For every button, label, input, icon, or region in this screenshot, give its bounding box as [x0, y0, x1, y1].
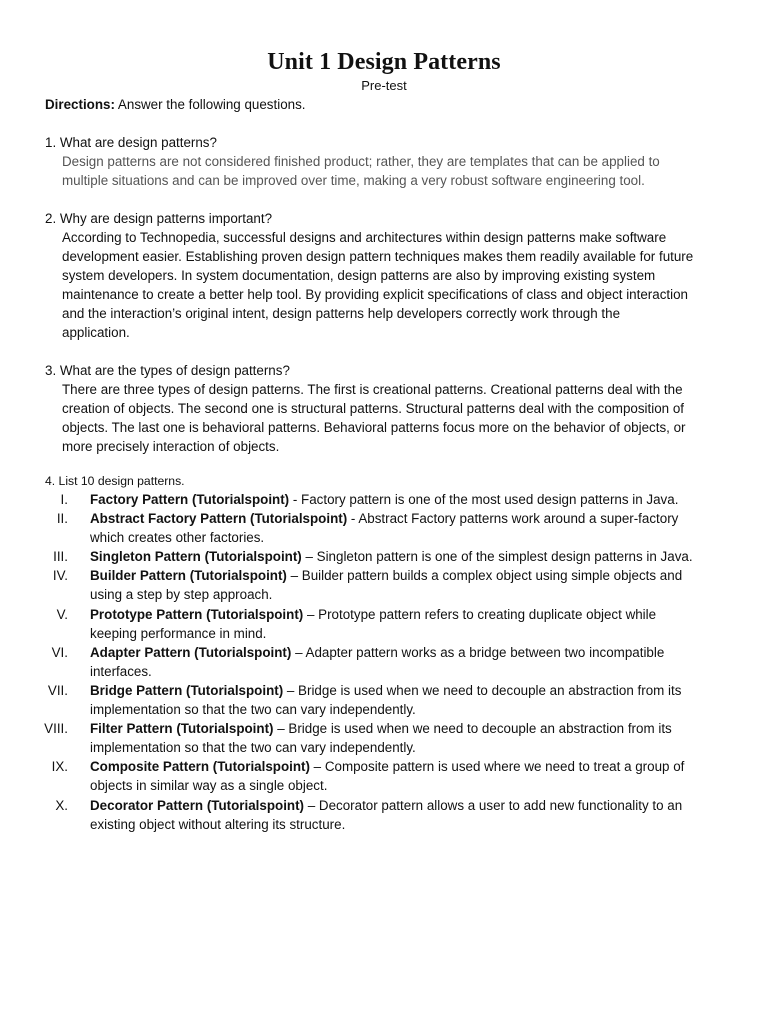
question-3: 3. What are the types of design patterns? [45, 363, 290, 378]
pattern-description: – Bridge is used when we need to decouple an abstraction from its [283, 682, 682, 698]
pattern-description: – Prototype pattern refers to creating duplicate object while [303, 606, 657, 622]
roman-numeral: V. [56, 606, 68, 622]
pattern-description: - Factory pattern is one of the most used design patterns in Java. [289, 492, 679, 507]
list-item-filter [0, 719, 768, 757]
directions [45, 95, 735, 114]
answer-3-line: objects. The last one is behavioral patterns. Behavioral patterns focus more on the behavior of objects, or [62, 420, 686, 436]
question-4: 4. List 10 design patterns. [45, 474, 185, 488]
pattern-description-continued: objects in similar way as a single object. [90, 778, 328, 794]
question-2: 2. Why are design patterns important? [45, 211, 273, 226]
pattern-description-continued: which creates other factories. [90, 530, 265, 546]
roman-numeral: III. [53, 549, 68, 565]
answer-3-line: more precisely interaction of objects. [62, 439, 280, 455]
list-item-adapter [0, 643, 768, 681]
list-item-singleton [0, 547, 768, 566]
list-item-builder [0, 566, 768, 604]
answer-2-line: and the interaction’s original intent, design patterns help developers correctly work through the [62, 306, 621, 322]
pattern-description-continued: using a step by step approach. [90, 587, 273, 603]
answer-3-line: creation of objects. The second one is structural patterns. Structural patterns deal with the composition of [62, 401, 685, 417]
answer-2 [62, 228, 732, 343]
list-item-bridge [0, 681, 768, 719]
list-item-abstract-factory [0, 509, 768, 547]
answer-1 [62, 152, 732, 190]
pattern-name: Adapter Pattern (Tutorialspoint) [90, 644, 292, 660]
roman-numeral: VII. [47, 682, 68, 698]
roman-numeral: I. [60, 492, 68, 507]
pattern-name: Singleton Pattern (Tutorialspoint) [90, 549, 302, 565]
answer-3-line: There are three types of design patterns. The first is creational patterns. Creational patterns deal with the [62, 382, 683, 397]
list-item-factory [0, 490, 768, 509]
document-title: Unit 1 Design Patterns [267, 49, 501, 75]
pattern-name: Abstract Factory Pattern (Tutorialspoint) [90, 511, 348, 527]
pattern-description-continued: keeping performance in mind. [90, 625, 267, 641]
answer-2-line: system developers. In system documentation, design patterns are also by improving existing system [62, 268, 656, 284]
pattern-name: Decorator Pattern (Tutorialspoint) [90, 797, 305, 813]
pattern-description: – Singleton pattern is one of the simplest design patterns in Java. [301, 549, 693, 565]
roman-numeral: IX. [51, 759, 68, 775]
pattern-description: – Decorator pattern allows a user to add new functionality to an [304, 797, 683, 813]
pattern-name: Composite Pattern (Tutorialspoint) [90, 759, 310, 775]
pattern-name: Filter Pattern (Tutorialspoint) [90, 721, 274, 737]
pattern-description-continued: implementation so that the two can vary independently. [90, 702, 416, 718]
list-item-prototype [0, 605, 768, 643]
answer-2-line: According to Technopedia, successful designs and architectures within design patterns make software [62, 230, 667, 245]
pattern-name: Builder Pattern (Tutorialspoint) [90, 568, 287, 584]
pattern-description-continued: existing object without altering its structure. [90, 816, 346, 832]
roman-numeral: VIII. [44, 721, 68, 737]
answer-2-line: development easier. Establishing proven design pattern techniques makes them readily available for future [62, 249, 694, 265]
answer-1-line: Design patterns are not considered finished product; rather, they are templates that can be applied to [62, 154, 660, 169]
pattern-name: Prototype Pattern (Tutorialspoint) [90, 606, 304, 622]
pattern-description: - Abstract Factory patterns work around a super-factory [347, 511, 679, 527]
answer-3 [62, 380, 732, 456]
directions-text: Answer the following questions. [114, 97, 306, 112]
answer-1-line: multiple situations and can be improved over time, making a very robust software engineering tool. [62, 173, 645, 189]
design-pattern-list [0, 490, 768, 834]
roman-numeral: II. [56, 511, 68, 527]
roman-numeral: VI. [51, 644, 68, 660]
pattern-description: – Adapter pattern works as a bridge between two incompatible [291, 644, 665, 660]
pattern-description: – Builder pattern builds a complex object using simple objects and [286, 568, 683, 584]
answer-2-line: maintenance to create a better help tool. By providing explicit specifications of class and object interaction [62, 287, 688, 303]
list-item-composite [0, 757, 768, 795]
roman-numeral: X. [55, 797, 68, 813]
pattern-description-continued: interfaces. [90, 663, 152, 679]
document-subtitle: Pre-test [361, 78, 407, 93]
roman-numeral: IV. [52, 568, 68, 584]
pattern-description: – Bridge is used when we need to decouple an abstraction from its [273, 721, 672, 737]
pattern-name: Factory Pattern (Tutorialspoint) [90, 492, 290, 507]
answer-2-line: application. [62, 325, 130, 341]
pattern-name: Bridge Pattern (Tutorialspoint) [90, 682, 284, 698]
directions-label: Directions: [45, 97, 115, 112]
pattern-description-continued: implementation so that the two can vary independently. [90, 740, 416, 756]
pattern-description: – Composite pattern is used where we need to treat a group of [309, 759, 685, 775]
question-1: 1. What are design patterns? [45, 135, 217, 150]
list-item-decorator [0, 796, 768, 834]
